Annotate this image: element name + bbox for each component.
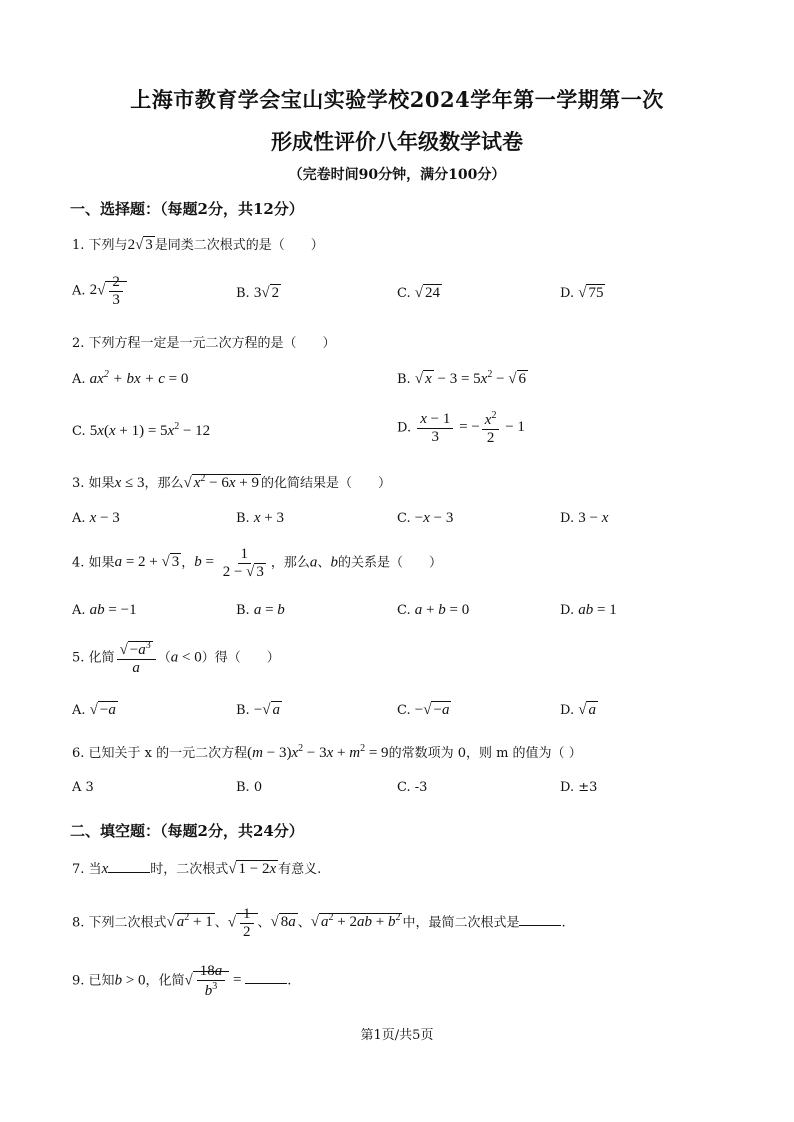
question-3: 3. 如果x ≤ 3，那么√ $x^2 - 6x + 9$ 的化简结果是（ ） <box>72 473 392 491</box>
q1-option-a: A. 2√ $\frac{2}{3}$ <box>72 274 127 308</box>
question-7: 7. 当x 时，二次根式√ 1 − 2x 有意义. <box>72 861 322 877</box>
q3-option-d: D. 3 − x <box>560 510 609 526</box>
q1-option-c: C. √ 24 <box>397 285 440 301</box>
q6-option-a: A 3 <box>72 780 94 795</box>
q1-text-post: 是同类二次根式的是（ ） <box>154 238 324 253</box>
q1-option-b: B. 3√ 2 <box>236 285 280 301</box>
question-2: 2. 下列方程一定是一元二次方程的是（ ） <box>72 336 336 351</box>
question-8: 8. 下列二次根式√ $a^2 + 1$ 、√ $\frac{1}{2}$ 、√ 8a 、√ $a^2 + 2ab + b^2$ 中，最简二次根式是 . <box>72 906 566 940</box>
q5-option-a: A. √ −a <box>72 702 116 718</box>
q6-option-b: B. 0 <box>236 780 263 795</box>
q1-expr: 2√ 3 <box>127 237 153 253</box>
exam-title-line2: 形成性评价八年级数学试卷 <box>271 129 523 154</box>
q1-option-d: D. √ 75 <box>560 285 604 301</box>
q2-option-b: B. √ $x - 3 = 5x^2$ − √ 6 <box>397 369 527 387</box>
q2-option-a: A. $ax^2$ + bx + c = 0 <box>72 369 189 387</box>
section-choice-title: 一、选择题：（每题2分，共12分） <box>70 200 304 218</box>
q4-option-a: A. ab = −1 <box>72 602 137 618</box>
q9-answer-blank[interactable] <box>245 983 287 984</box>
q8-answer-blank[interactable] <box>519 925 561 926</box>
question-4: 4. 如果a = 2 + √ 3 ，b = $\frac{1}{2 - √ 3}$ ，那么a、b的关系是（ ） <box>72 546 442 580</box>
exam-subtitle: （完卷时间90分钟，满分100分） <box>288 167 506 183</box>
q3-option-c: C. −x − 3 <box>397 510 454 526</box>
q3-option-b: B. x + 3 <box>236 510 284 526</box>
q3-option-a: A. x − 3 <box>72 510 120 526</box>
q2-option-c: C. $5x(x + 1) = 5x^2 - 12$ <box>72 421 211 439</box>
q6-option-d: D. ±3 <box>560 780 598 795</box>
q1-text-pre: 下列与 <box>88 238 128 253</box>
question-9: 9. 已知b > 0，化简√ $\frac{18a}{b^3}$ = . <box>72 963 292 999</box>
q2-option-d: D. $\frac{x - 1}{3}$ = − $\frac{x^2}{2}$ − 1 <box>397 410 525 446</box>
q4-option-c: C. a + b = 0 <box>397 602 470 618</box>
q1-number: 1. <box>72 238 85 253</box>
q5-option-d: D. √ a <box>560 702 596 718</box>
question-5: 5. 化简 $\frac{√ -a^3}{a}$ （a < 0）得（ ） <box>72 640 280 676</box>
q7-answer-blank[interactable] <box>108 872 150 873</box>
q5-option-c: C. −√ −a <box>397 702 450 718</box>
question-1 <box>72 234 324 254</box>
exam-title-line1: 上海市教育学会宝山实验学校2024学年第一学期第一次 <box>130 87 664 112</box>
q4-option-d: D. ab = 1 <box>560 602 617 618</box>
section-fill-title: 二、填空题：（每题2分，共24分） <box>70 822 304 840</box>
page-number: 第1页/共5页 <box>360 1028 434 1043</box>
q4-option-b: B. a = b <box>236 602 285 618</box>
q6-option-c: C. -3 <box>397 780 428 795</box>
question-6: 6. 已知关于 x 的一元二次方程$(m - 3)x^2 - 3x + m^2 = 9$的常数项为 0，则 m 的值为（ ） <box>72 743 582 761</box>
q5-option-b: B. −√ a <box>236 702 281 718</box>
